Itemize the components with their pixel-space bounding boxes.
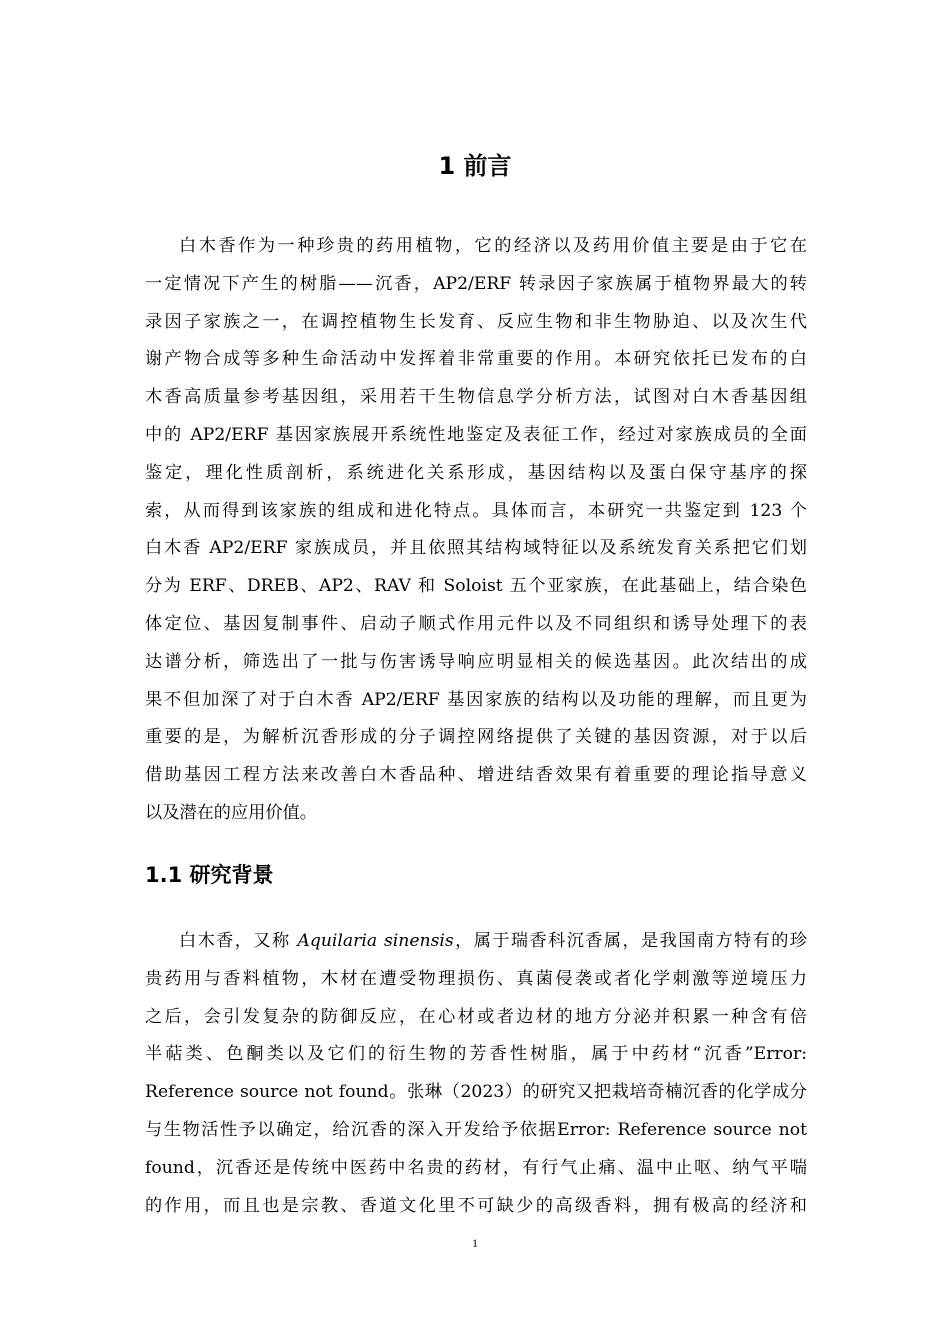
paragraph-line: 木香高质量参考基因组，采用若干生物信息学分析方法，试图对白木香基因组 [145,387,807,408]
background-paragraph [145,923,807,1225]
intro-paragraph [145,228,807,833]
page-number: 1 [472,1236,478,1250]
species-name: Aquilaria sinensis [297,931,454,951]
paragraph-line: 贵药用与香料植物，木材在遭受物理损伤、真菌侵袭或者化学刺激等逆境压力 [145,968,807,989]
paragraph-line: 半萜类、色酮类以及它们的衍生物的芳香性树脂，属于中药材“沉香”Error: [145,1044,807,1065]
paragraph-line: 分为 ERF、DREB、AP2、RAV 和 Soloist 五个亚家族，在此基础上，结合染色 [145,576,807,597]
paragraph-line: 谢产物合成等多种生命活动中发挥着非常重要的作用。本研究依托已发布的白 [145,349,807,370]
paragraph-line: Reference source not found。张琳（2023）的研究又把栽培奇楠沉香的化学成分 [145,1082,807,1103]
paragraph-line: found，沉香还是传统中医药中名贵的药材，有行气止痛、温中止呕、纳气平喘 [145,1157,807,1178]
paragraph-line: 的作用，而且也是宗教、香道文化里不可缺少的高级香料，拥有极高的经济和 [145,1195,807,1216]
paragraph-line: 白木香作为一种珍贵的药用植物，它的经济以及药用价值主要是由于它在 [179,236,807,256]
text-segment: ，属于瑞香科沉香属，是我国南方特有的珍 [453,931,807,951]
paragraph-line: 中的 AP2/ERF 基因家族展开系统性地鉴定及表征工作，经过对家族成员的全面 [145,424,807,445]
section-heading: 1.1 研究背景 [145,863,274,887]
paragraph-line: 录因子家族之一，在调控植物生长发育、反应生物和非生物胁迫、以及次生代 [145,311,807,332]
paragraph-line: 达谱分析，筛选出了一批与伤害诱导响应明显相关的候选基因。此次结出的成 [145,651,807,672]
paragraph-line: 一定情况下产生的树脂——沉香，AP2/ERF 转录因子家族属于植物界最大的转 [145,273,807,294]
paragraph-line: 果不但加深了对于白木香 AP2/ERF 基因家族的结构以及功能的理解，而且更为 [145,689,807,710]
paragraph-line: 索，从而得到该家族的组成和进化特点。具体而言，本研究一共鉴定到 123 个 [145,500,807,521]
text-segment: 白木香，又称 [179,931,298,951]
paragraph-line: 体定位、基因复制事件、启动子顺式作用元件以及不同组织和诱导处理下的表 [145,613,807,634]
paragraph-line: 鉴定，理化性质剖析，系统进化关系形成，基因结构以及蛋白保守基序的探 [145,462,807,483]
paragraph-line: 重要的是，为解析沉香形成的分子调控网络提供了关键的基因资源，对于以后 [145,727,807,748]
paragraph-line: 之后，会引发复杂的防御反应，在心材或者边材的地方分泌并积累一种含有倍 [145,1006,807,1027]
paragraph-line [145,923,807,961]
chapter-heading: 1 前言 [438,152,512,180]
paragraph-line: 借助基因工程方法来改善白木香品种、增进结香效果有着重要的理论指导意义 [145,765,807,786]
paragraph-line: 白木香 AP2/ERF 家族成员，并且依照其结构域特征以及系统发育关系把它们划 [145,538,807,559]
paragraph-line: 以及潜在的应用价值。 [145,802,317,823]
paragraph-line: 与生物活性予以确定，给沉香的深入开发给予依据Error: Reference source not [145,1119,807,1140]
